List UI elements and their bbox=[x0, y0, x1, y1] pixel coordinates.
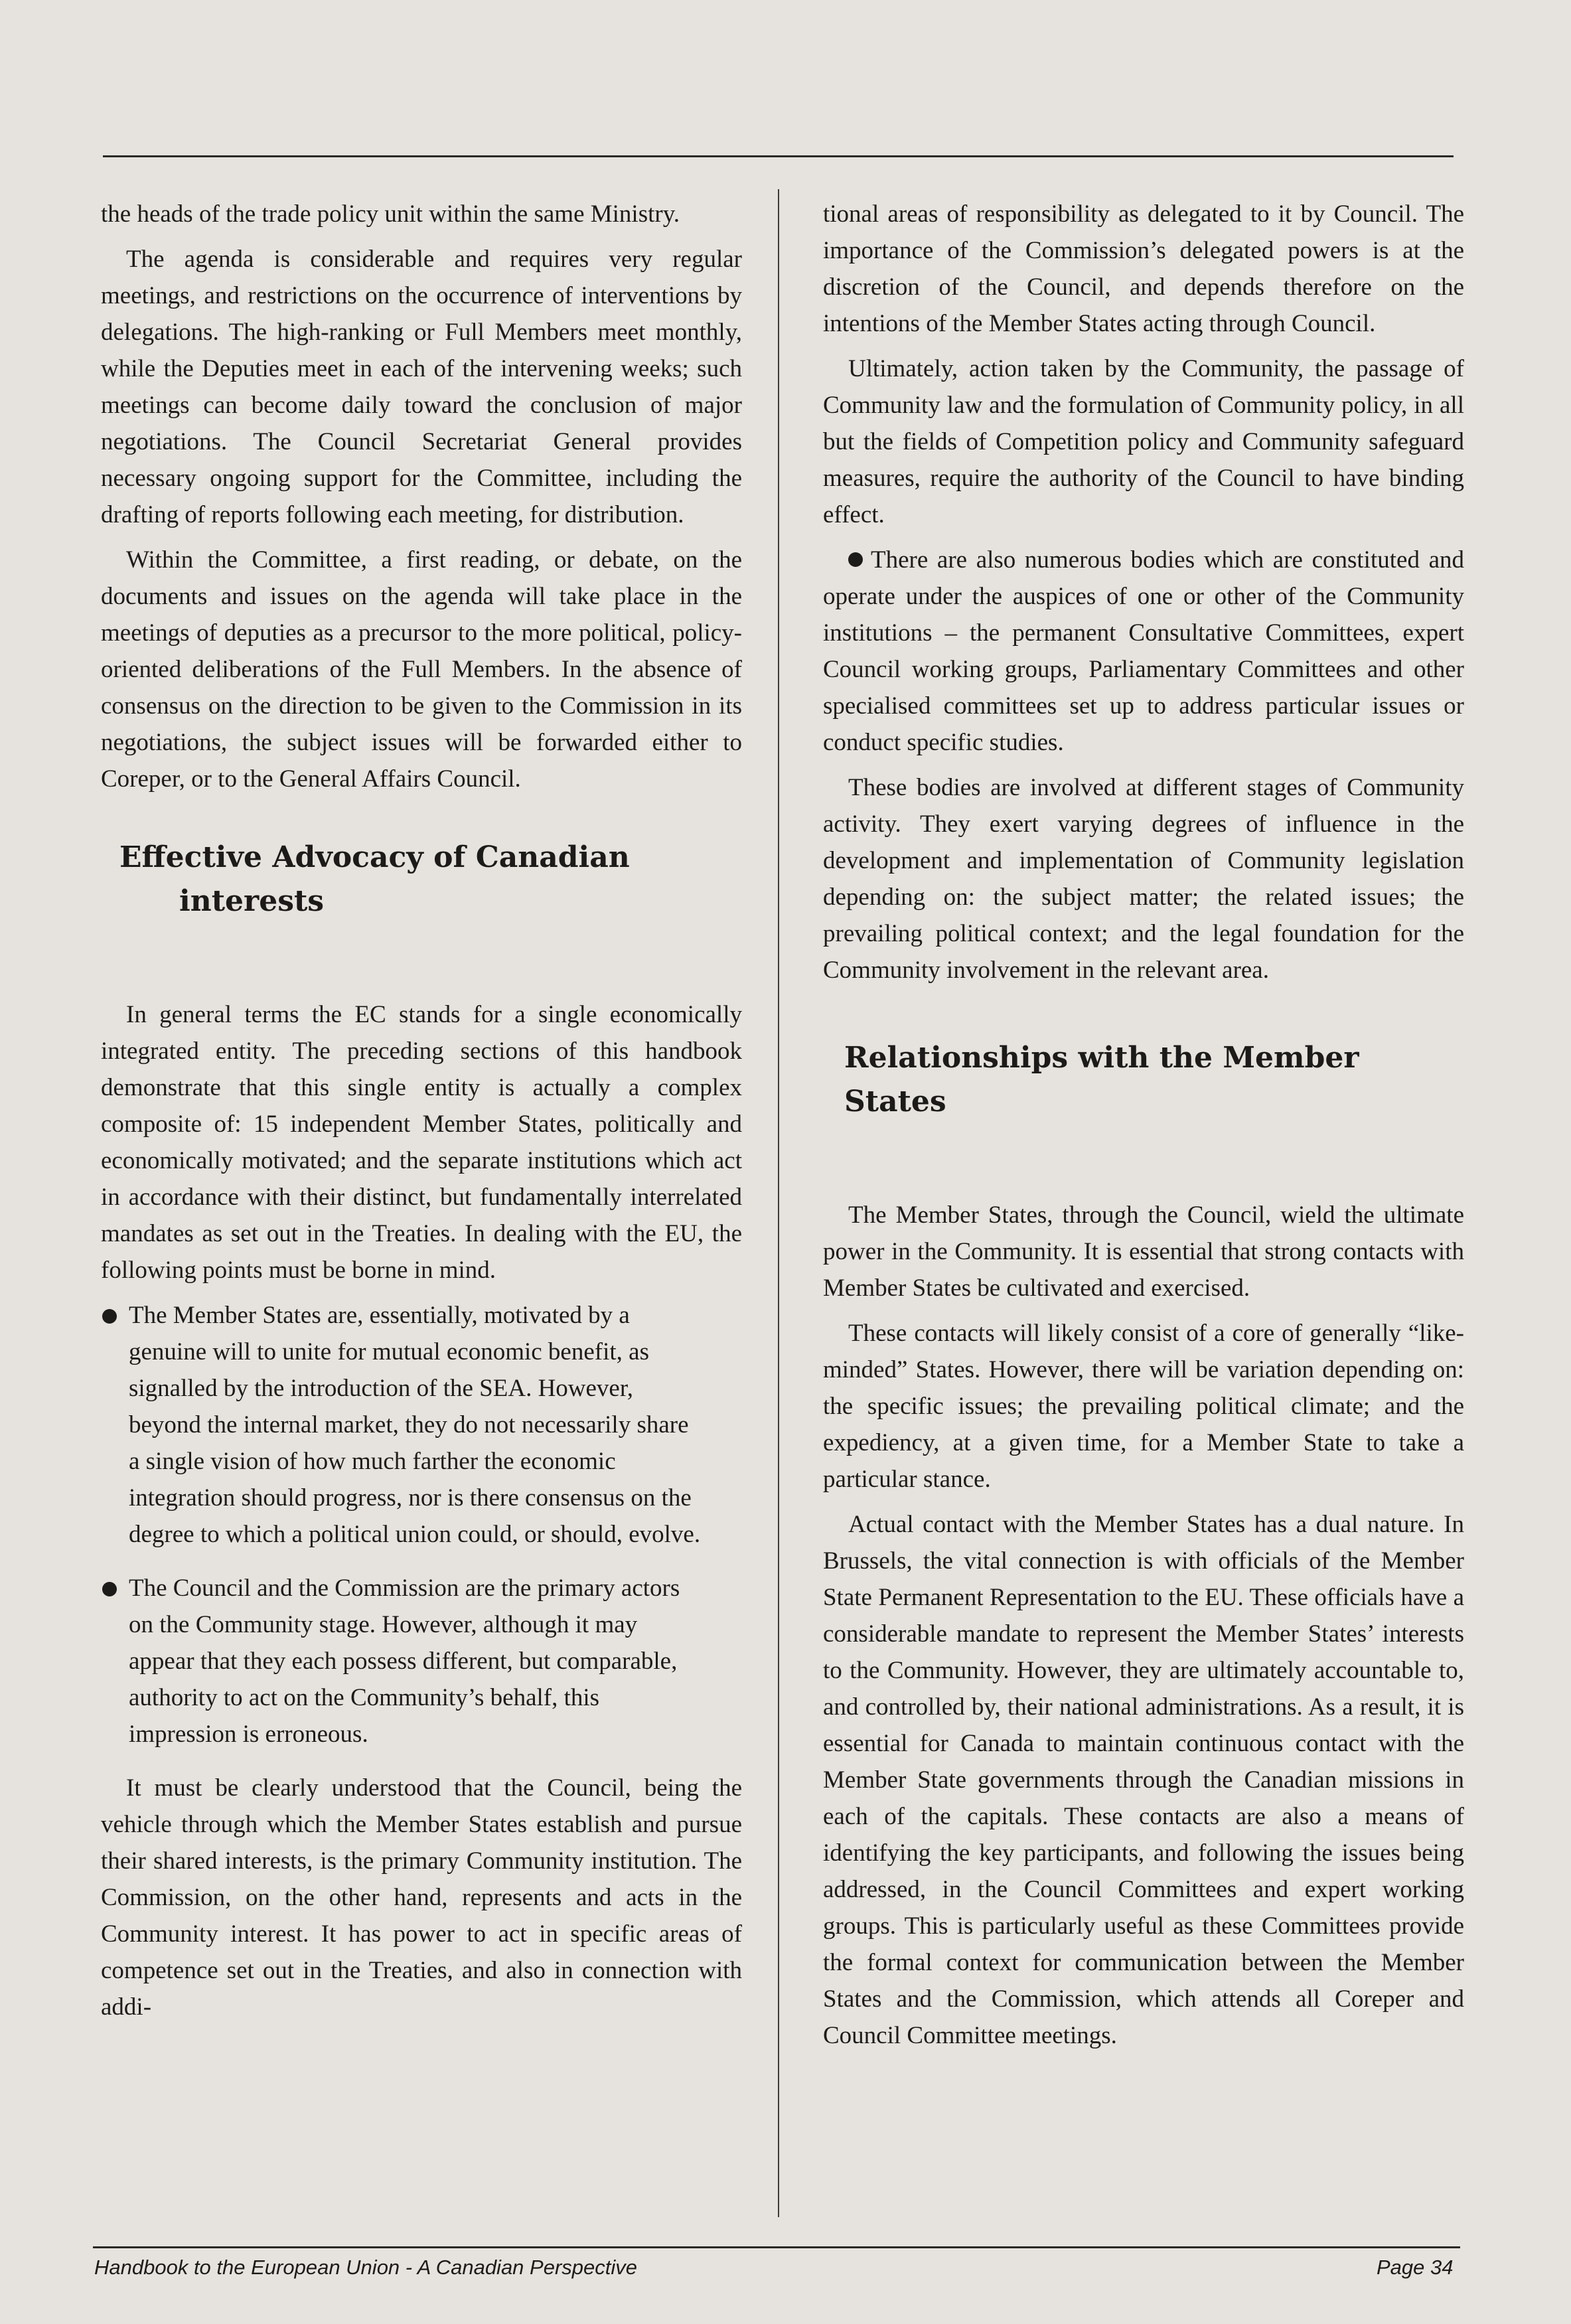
bullet-paragraph bbox=[823, 542, 1464, 761]
paragraph: The agenda is considerable and requires very regular meetings, and restrictions on the occurrence of interventions by delegations. The high-ranking or Full Members meet monthly, while the Deputies meet in each of the intervening weeks; such meetings can become daily toward the conclusion of major negotiations. The Council Secretariat General provides necessary ongoing support for the Committee, including the drafting of reports following each meeting, for distribution. bbox=[101, 246, 742, 528]
paragraph: Actual contact with the Member States has a dual nature. In Brussels, the vital connection is with officials of the Member State Permanent Representation to the EU. These officials have a considerable mandate to represent the Member States’ interests to the Community. However, they are ultimately accountable to, and controlled by, their national administrations. As a result, it is essential for Canada to maintain continuous contact with the Member State governments through the Canadian missions in each of the capitals. These contacts are also a means of identifying the key participants, and following the issues being addressed, in the Council Committees and expert working groups. This is particularly useful as these Committees provide the formal context for communication between the Member States and the Commission, which attends all Coreper and Council Committee meetings. bbox=[823, 1511, 1464, 2049]
paragraph: In general terms the EC stands for a single economically integrated entity. The preceding sections of this handbook demonstrate that this single entity is actually a complex composite of: 15 independent Member States, politically and economically motivated; and the separate institutions which act in accordance with their distinct, but fundamentally interrelated mandates as set out in the Treaties. In dealing with the EU, the following points must be borne in mind. bbox=[101, 1001, 742, 1284]
section-heading-member-states: Relationships with the Member States bbox=[844, 1041, 1359, 1119]
header-rule bbox=[103, 155, 1454, 157]
paragraph: Within the Committee, a first reading, or debate, on the documents and issues on the agenda will take place in the meetings of deputies as a precursor to the more political, policy-oriented deliberations of the Full Members. In the absence of consensus on the direction to be given to the Commission in its negotiations, the subject issues will be forwarded either to Coreper, or to the General Affairs Council. bbox=[101, 546, 742, 793]
bullet-icon bbox=[102, 1309, 117, 1324]
bullet-icon bbox=[848, 552, 863, 567]
paragraph: Ultimately, action taken by the Community, the passage of Community law and the formulation of Community policy, in all but the fields of Competition policy and Community safeguard measures, require the authority of the Council to have binding effect. bbox=[823, 355, 1464, 528]
bullet-item bbox=[101, 1570, 742, 1752]
bullet-text: The Member States are, essentially, motivated by a genuine will to unite for mutual economic benefit, as signalled by the introduction of the SEA. However, beyond the internal market, they do not necessarily share a single vision of how much farther the economic integration should progress, nor is there consensus on the degree to which a political union could, or should, evolve. bbox=[129, 1302, 701, 1548]
bullet-item bbox=[101, 1297, 742, 1553]
footer-title: Handbook to the European Union - A Canadian Perspective bbox=[94, 2256, 638, 2279]
bullet-icon bbox=[102, 1582, 117, 1596]
bullet-list bbox=[101, 1297, 742, 1752]
column-divider bbox=[778, 189, 779, 2217]
heading-line-1: Effective Advocacy of Canadian bbox=[119, 840, 630, 874]
bullet-text: There are also numerous bodies which are constituted and operate under the auspices of one or other of the Community institutions – the permanent Consultative Committees, expert Council working groups, Parliamentary Committees and other specialised committees set up to address particular issues or conduct specific studies. bbox=[823, 546, 1464, 756]
section-heading-advocacy bbox=[119, 836, 742, 923]
paragraph: These bodies are involved at different stages of Community activity. They exert varying degrees of influence in the development and implementation of Community legislation depending on: the subject matter; the related issues; the prevailing political context; and the legal foundation for the Community involvement in the relevant area. bbox=[823, 774, 1464, 984]
heading-line-2: interests bbox=[179, 884, 325, 918]
paragraph: These contacts will likely consist of a core of generally “like-minded” States. However, there will be variation depending on: the specific issues; the prevailing political climate; and the expediency, at a given time, for a Member State to take a particular stance. bbox=[823, 1320, 1464, 1493]
paragraph: It must be clearly understood that the Council, being the vehicle through which the Member States establish and pursue their shared interests, is the primary Community institution. The Commission, on the other hand, represents and acts in the Community interest. It has power to act in specific areas of competence set out in the Treaties, and also in connection with addi- bbox=[101, 1774, 742, 2021]
paragraph: tional areas of responsibility as delegated to it by Council. The importance of the Commission’s delegated powers is at the discretion of the Council, and depends therefore on the intentions of the Member States acting through Council. bbox=[823, 200, 1464, 337]
footer-rule bbox=[93, 2246, 1460, 2248]
left-column bbox=[101, 196, 742, 2034]
paragraph: The Member States, through the Council, wield the ultimate power in the Community. It is essential that strong contacts with Member States be cultivated and exercised. bbox=[823, 1201, 1464, 1302]
right-column bbox=[823, 196, 1464, 2062]
page-number: Page 34 bbox=[1377, 2256, 1454, 2279]
bullet-text: The Council and the Commission are the primary actors on the Community stage. However, although it may appear that they each possess different, but comparable, authority to act on the Community’s behalf, this impression is erroneous. bbox=[129, 1575, 680, 1748]
paragraph: the heads of the trade policy unit within the same Ministry. bbox=[101, 200, 680, 228]
